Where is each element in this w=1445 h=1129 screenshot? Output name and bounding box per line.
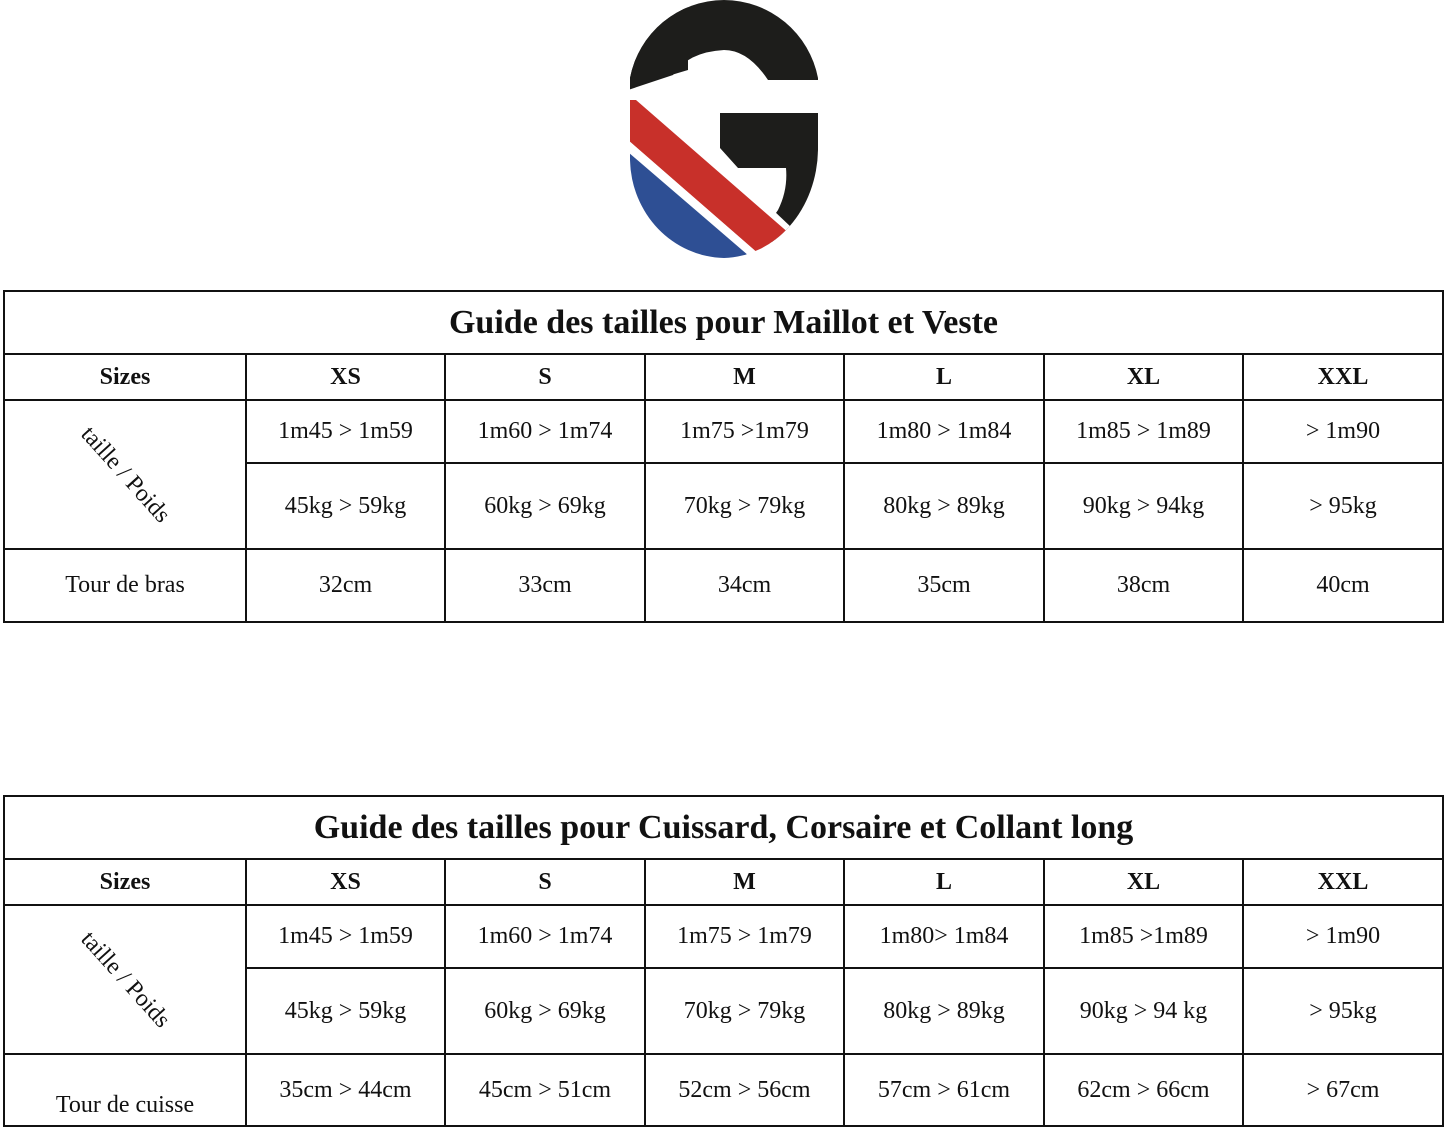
- cell-tour-de-bras: 40cm: [1243, 549, 1443, 622]
- cell-taille: 1m45 > 1m59: [246, 400, 445, 463]
- cell-poids: 70kg > 79kg: [645, 463, 844, 549]
- header-xxl: XXL: [1243, 354, 1443, 400]
- header-m: M: [645, 859, 844, 905]
- cell-poids: 45kg > 59kg: [246, 463, 445, 549]
- cell-taille: 1m60 > 1m74: [445, 400, 645, 463]
- header-xl: XL: [1044, 354, 1243, 400]
- row-label-taille-poids: taille / Poids: [4, 905, 246, 1054]
- cell-tour-de-cuisse: 45cm > 51cm: [445, 1054, 645, 1126]
- cell-tour-de-bras: 32cm: [246, 549, 445, 622]
- cell-tour-de-cuisse: 62cm > 66cm: [1044, 1054, 1243, 1126]
- cell-taille: > 1m90: [1243, 400, 1443, 463]
- cell-taille: > 1m90: [1243, 905, 1443, 968]
- table-title: Guide des tailles pour Cuissard, Corsaire et Collant long: [4, 796, 1443, 859]
- header-l: L: [844, 859, 1044, 905]
- cell-tour-de-cuisse: 52cm > 56cm: [645, 1054, 844, 1126]
- cell-poids: 80kg > 89kg: [844, 968, 1044, 1054]
- cell-poids: 80kg > 89kg: [844, 463, 1044, 549]
- cell-tour-de-bras: 38cm: [1044, 549, 1243, 622]
- cell-poids: > 95kg: [1243, 968, 1443, 1054]
- header-xxl: XXL: [1243, 859, 1443, 905]
- cell-taille: 1m60 > 1m74: [445, 905, 645, 968]
- cell-tour-de-bras: 35cm: [844, 549, 1044, 622]
- row-label-taille-poids: taille / Poids: [4, 400, 246, 549]
- cell-taille: 1m80> 1m84: [844, 905, 1044, 968]
- cell-poids: > 95kg: [1243, 463, 1443, 549]
- cell-tour-de-cuisse: 57cm > 61cm: [844, 1054, 1044, 1126]
- cell-taille: 1m85 > 1m89: [1044, 400, 1243, 463]
- cell-poids: 70kg > 79kg: [645, 968, 844, 1054]
- brand-logo: [628, 0, 820, 262]
- cell-tour-de-bras: 33cm: [445, 549, 645, 622]
- row-label-tour-de-cuisse: Tour de cuisse: [4, 1054, 246, 1126]
- cell-poids: 90kg > 94kg: [1044, 463, 1243, 549]
- cell-taille: 1m45 > 1m59: [246, 905, 445, 968]
- header-sizes: Sizes: [4, 354, 246, 400]
- header-sizes: Sizes: [4, 859, 246, 905]
- cell-poids: 60kg > 69kg: [445, 968, 645, 1054]
- cell-taille: 1m75 >1m79: [645, 400, 844, 463]
- cell-poids: 60kg > 69kg: [445, 463, 645, 549]
- cell-poids: 45kg > 59kg: [246, 968, 445, 1054]
- cell-tour-de-cuisse: 35cm > 44cm: [246, 1054, 445, 1126]
- row-label-tour-de-bras: Tour de bras: [4, 549, 246, 622]
- header-s: S: [445, 354, 645, 400]
- header-xs: XS: [246, 859, 445, 905]
- header-s: S: [445, 859, 645, 905]
- header-l: L: [844, 354, 1044, 400]
- header-m: M: [645, 354, 844, 400]
- cell-taille: 1m85 >1m89: [1044, 905, 1243, 968]
- cell-taille: 1m75 > 1m79: [645, 905, 844, 968]
- size-guide-cuissard-corsaire-collant: [3, 795, 1444, 1127]
- cell-taille: 1m80 > 1m84: [844, 400, 1044, 463]
- cell-poids: 90kg > 94 kg: [1044, 968, 1243, 1054]
- cell-tour-de-cuisse: > 67cm: [1243, 1054, 1443, 1126]
- cell-tour-de-bras: 34cm: [645, 549, 844, 622]
- header-xl: XL: [1044, 859, 1243, 905]
- header-xs: XS: [246, 354, 445, 400]
- size-guide-maillot-veste: [3, 290, 1444, 623]
- table-title: Guide des tailles pour Maillot et Veste: [4, 291, 1443, 354]
